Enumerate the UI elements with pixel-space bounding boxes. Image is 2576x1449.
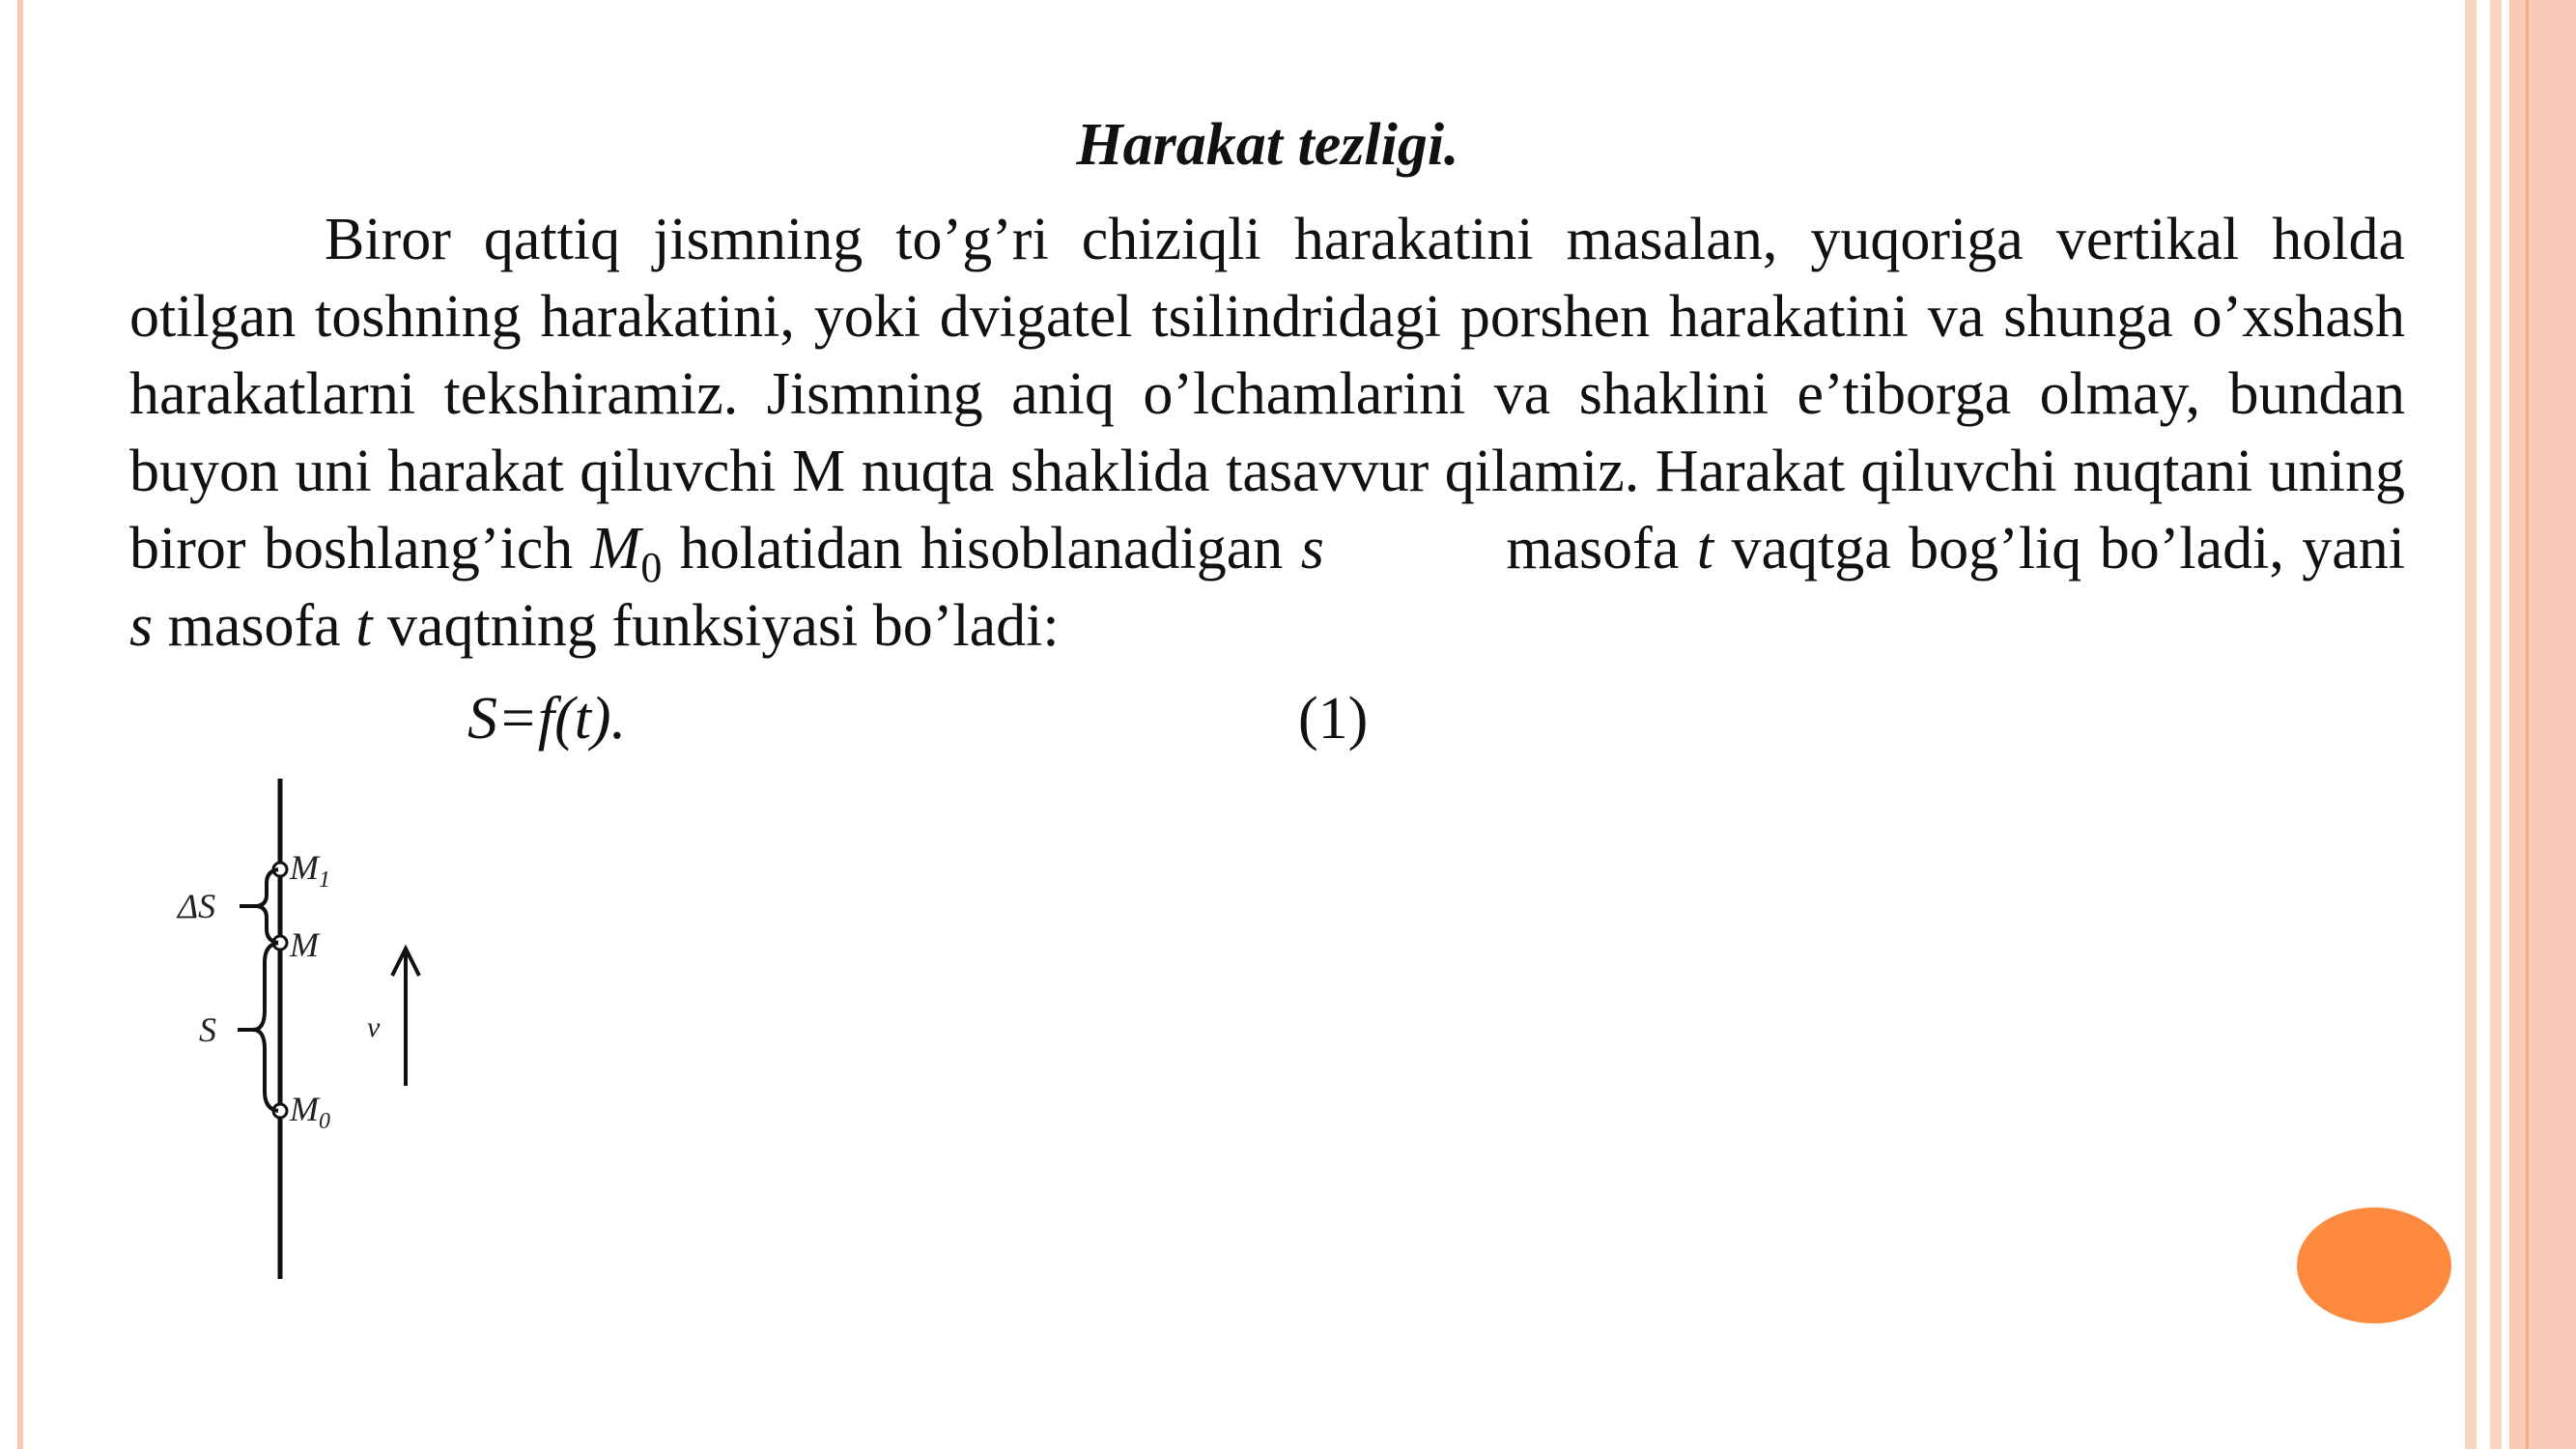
m0-symbol: $M_0$ <box>590 516 663 591</box>
left-border-stripe <box>17 0 23 1449</box>
body-paragraph <box>129 201 2405 665</box>
right-border-band <box>2509 0 2576 1449</box>
label-delta-s: ΔS <box>178 887 216 925</box>
s-variable: s <box>1300 516 1324 582</box>
t-variable-2: t <box>355 593 373 659</box>
orange-circle-decoration <box>2297 1208 2451 1323</box>
paragraph-text-2: holatidan hisoblanadigan <box>662 516 1301 582</box>
brace-delta-s <box>255 869 278 943</box>
paragraph-text-6: vaqtning funksiyasi bo’ladi: <box>372 593 1060 659</box>
label-m0: $M_0$ <box>290 1090 330 1134</box>
formula: S=f(t). <box>467 686 627 752</box>
paragraph-text-5: masofa <box>153 593 356 659</box>
formula-number: (1) <box>1298 686 1369 752</box>
label-s: S <box>199 1010 216 1049</box>
motion-diagram <box>164 773 473 1285</box>
label-m1: $M_1$ <box>290 848 330 893</box>
label-v: v <box>367 1011 381 1043</box>
paragraph-text-3: masofa <box>1487 516 1697 582</box>
paragraph-text-1: Biror qattiq jismning to’g’ri chiziqli harakatini masalan, yuqoriga vertikal holda otilgan toshning harakatini, yoki dvigatel tsilindridagi porshen harakatini va shunga o’xshash harakatlarni tekshiramiz. Jismning aniq o’lchamlarini va shaklini e’tiborga olmay, bundan buyon uni harakat qiluvchi M nuqta shaklida tasavvur qilamiz. Harakat qiluvchi nuqtani uning biror boshlang’ich <box>129 207 2405 582</box>
slide-title: Harakat tezligi. <box>1076 112 1459 178</box>
right-border-stripe-inner <box>2465 0 2477 1449</box>
right-border-line <box>2526 0 2529 1449</box>
brace-s <box>253 943 278 1111</box>
paragraph-text-4: vaqtga bog’liq bo’ladi, yani <box>1713 516 2406 582</box>
t-variable: t <box>1696 516 1714 582</box>
right-border-stripe-middle <box>2490 0 2502 1449</box>
s-variable-2: s <box>129 593 154 659</box>
label-m: M <box>290 925 319 964</box>
